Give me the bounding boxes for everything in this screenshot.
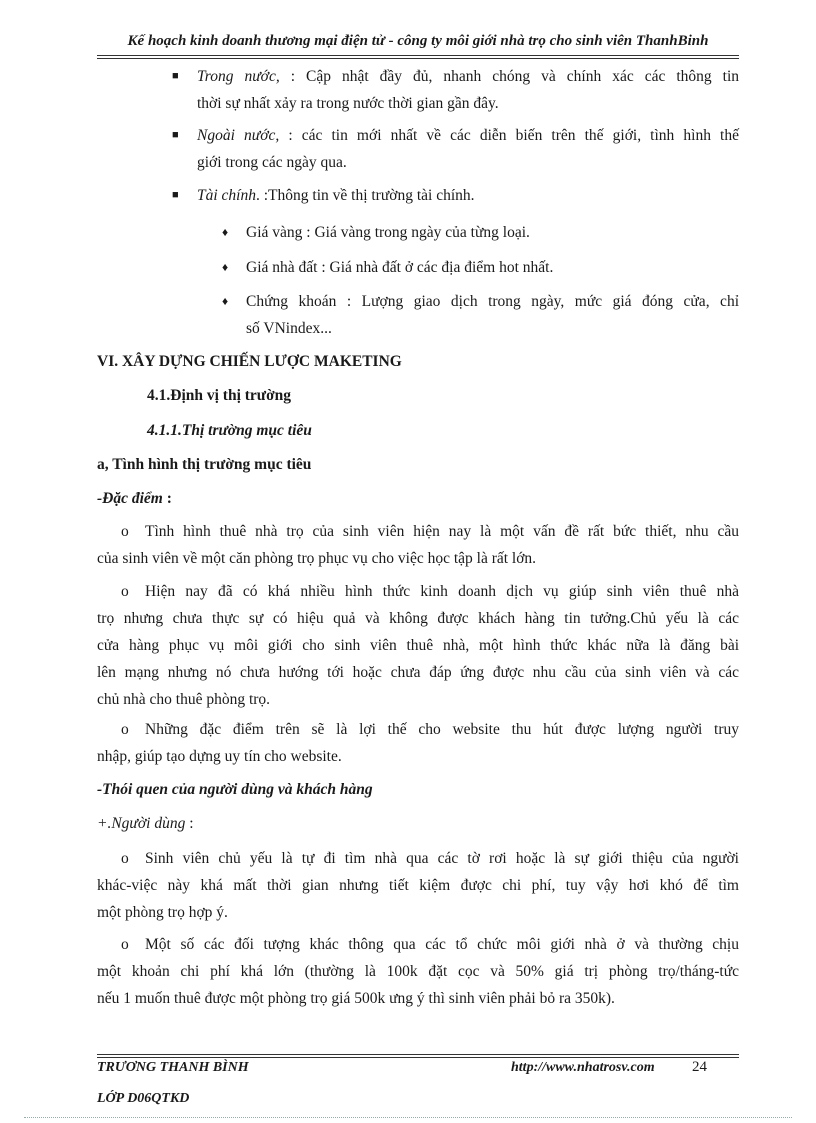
page-bottom-border	[24, 1117, 792, 1118]
paragraph-line: khác-việc này khá mất thời gian nhưng tiết kiệm được chi phí, tuy vậy hơi khó để tìm	[97, 877, 739, 894]
label-heading: -Thói quen của người dùng và khách hàng	[97, 781, 373, 798]
paragraph-line: một khoản chi phí khá lớn (thường là 100k đặt cọc và 50% giá trị phòng trọ/tháng-tức	[97, 963, 739, 980]
paragraph-line: o Những đặc điểm trên sẽ là lợi thế cho website thu hút được lượng người truy	[121, 721, 739, 738]
footer-class: LỚP D06QTKD	[97, 1091, 190, 1106]
sub-bullet-item: Giá vàng : Giá vàng trong ngày của từng loại.	[246, 224, 530, 241]
subsection-heading: a, Tình hình thị trường mục tiêu	[97, 456, 312, 473]
footer-rule-2	[97, 1057, 739, 1058]
label-heading: +.Người dùng :	[97, 815, 194, 832]
paragraph-line: o Hiện nay đã có khá nhiều hình thức kinh doanh dịch vụ giúp sinh viên thuê nhà	[121, 583, 739, 600]
header-rule-2	[97, 58, 739, 59]
bullet-item-line: thời sự nhất xảy ra trong nước thời gian gần đây.	[197, 95, 499, 112]
paragraph-line: nhập, giúp tạo dựng uy tín cho website.	[97, 748, 342, 765]
sub-bullet-item: số VNindex...	[246, 320, 332, 337]
label-heading: -Đặc điểm :	[97, 490, 172, 507]
page-number: 24	[692, 1059, 707, 1075]
paragraph-line: nếu 1 muốn thuê được một phòng trọ giá 500k ưng ý thì sinh viên phải bỏ ra 350k).	[97, 990, 615, 1007]
square-bullet-icon: ■	[172, 129, 179, 141]
footer-rule	[97, 1054, 739, 1055]
paragraph-line: của sinh viên về một căn phòng trọ phục vụ cho việc học tập là rất lớn.	[97, 550, 537, 567]
bullet-item-line: Ngoài nước, : các tin mới nhất về các diễn biến trên thế giới, tình hình thế	[197, 127, 739, 144]
sub-bullet-item: Giá nhà đất : Giá nhà đất ở các địa điểm hot nhất.	[246, 259, 554, 276]
section-heading: VI. XÂY DỰNG CHIẾN LƯỢC MAKETING	[97, 353, 402, 370]
header-rule	[97, 55, 739, 56]
square-bullet-icon: ■	[172, 70, 179, 82]
paragraph-line: lên mạng nhưng nó chưa hướng tới hoặc chưa đáp ứng được nhu cầu của sinh viên và các	[97, 664, 739, 681]
footer-url[interactable]: http://www.nhatrosv.com	[511, 1060, 655, 1075]
diamond-bullet-icon: ♦	[222, 260, 229, 274]
bullet-item-line: Tài chính. :Thông tin về thị trường tài chính.	[197, 187, 475, 204]
paragraph-line: o Một số các đối tượng khác thông qua các tổ chức môi giới nhà ở và thường chịu	[121, 936, 739, 953]
paragraph-line: trọ nhưng chưa thực sự có hiệu quả và không được khách hàng tin tưởng.Chủ yếu là các	[97, 610, 739, 627]
bullet-item-line: Trong nước, : Cập nhật đầy đủ, nhanh chóng và chính xác các thông tin	[197, 68, 740, 85]
subsection-heading: 4.1.Định vị thị trường	[147, 387, 292, 404]
paragraph-line: cửa hàng phục vụ môi giới cho sinh viên thuê nhà, một hình thức khác nữa là đăng bài	[97, 637, 739, 654]
square-bullet-icon: ■	[172, 189, 179, 201]
bullet-item-line: giới trong các ngày qua.	[197, 154, 347, 171]
diamond-bullet-icon: ♦	[222, 294, 229, 308]
paragraph-line: o Tình hình thuê nhà trọ của sinh viên hiện nay là một vấn đề rất bức thiết, nhu cầu	[121, 523, 739, 540]
paragraph-line: một phòng trọ hợp ý.	[97, 904, 228, 921]
sub-bullet-item: Chứng khoán : Lượng giao dịch trong ngày, mức giá đóng cửa, chỉ	[246, 293, 739, 310]
diamond-bullet-icon: ♦	[222, 225, 229, 239]
page-header-title: Kế hoạch kinh doanh thương mại điện tử - công ty môi giới nhà trọ cho sinh viên ThanhBinh	[127, 33, 709, 49]
footer-author: TRƯƠNG THANH BÌNH	[97, 1060, 249, 1075]
subsection-heading: 4.1.1.Thị trường mục tiêu	[147, 422, 312, 439]
paragraph-line: chủ nhà cho thuê phòng trọ.	[97, 691, 271, 708]
paragraph-line: o Sinh viên chủ yếu là tự đi tìm nhà qua các tờ rơi hoặc là sự giới thiệu của người	[121, 850, 739, 867]
